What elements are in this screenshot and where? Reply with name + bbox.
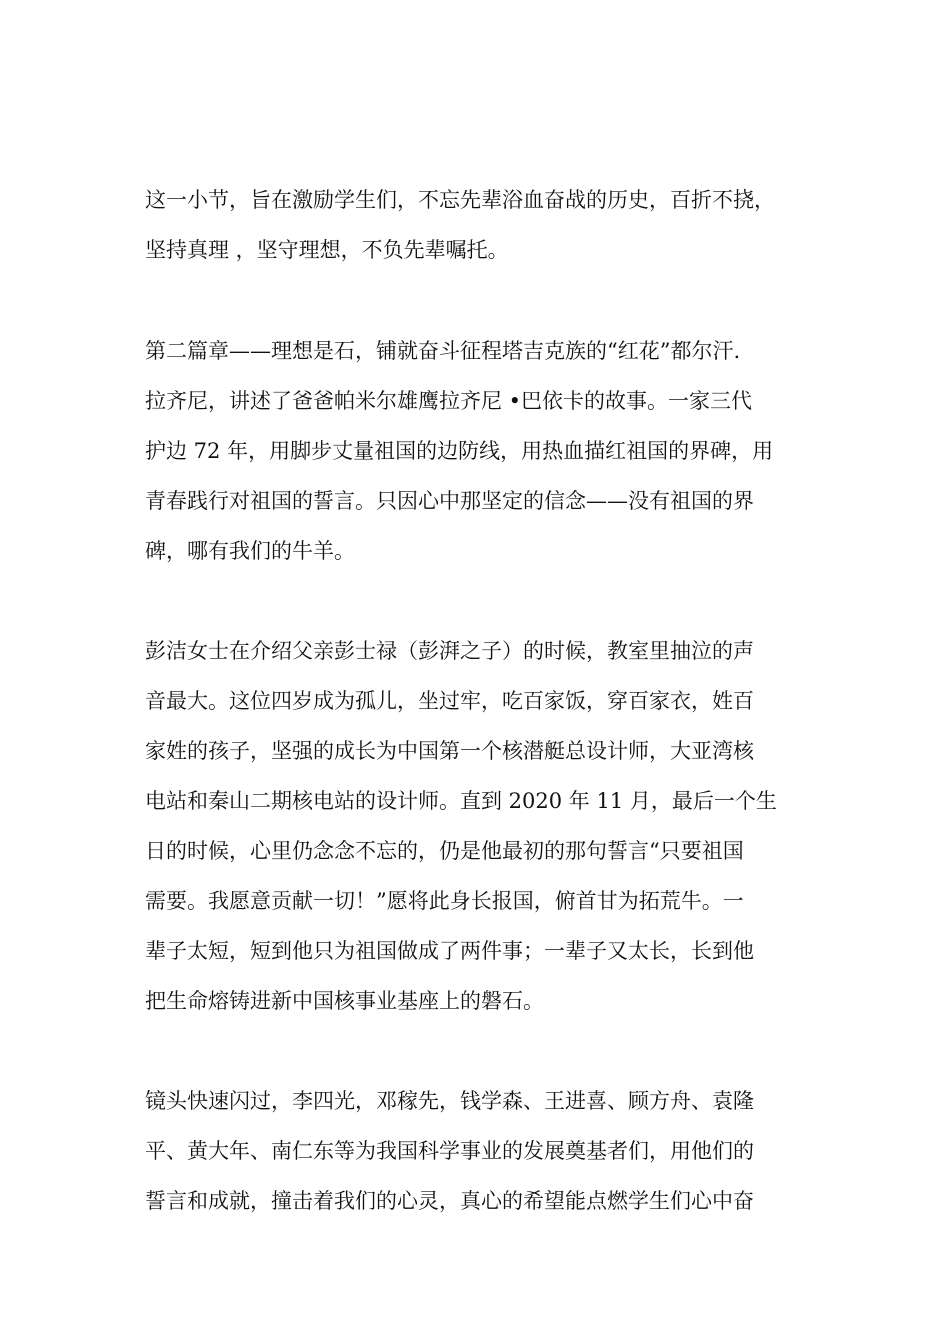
text-line: 平、黄大年、南仁东等为我国科学事业的发展奠基者们，用他们的 [145, 1139, 754, 1163]
text-line: 青春践行对祖国的誓言。只因心中那坚定的信念——没有祖国的界 [145, 489, 754, 513]
text-line: 辈子太短，短到他只为祖国做成了两件事；一辈子又太长，长到他 [145, 939, 754, 963]
text-line: 日的时候，心里仍念念不忘的，仍是他最初的那句誓言“只要祖国 [145, 839, 744, 863]
text-line: 电站和秦山二期核电站的设计师。直到 2020 年 11 月，最后一个生 [145, 789, 777, 813]
text-line: 家姓的孩子，坚强的成长为中国第一个核潜艇总设计师，大亚湾核 [145, 739, 754, 763]
text-line: 需要。我愿意贡献一切！”愿将此身长报国，俯首甘为拓荒牛。一 [145, 889, 744, 913]
text-line: 护边 72 年，用脚步丈量祖国的边防线，用热血描红祖国的界碑，用 [145, 439, 774, 463]
text-line: 镜头快速闪过，李四光，邓稼先，钱学森、王进喜、顾方舟、袁隆 [145, 1089, 754, 1113]
text-line: 把生命熔铸进新中国核事业基座上的磐石。 [145, 989, 544, 1013]
text-line: 音最大。这位四岁成为孤儿，坐过牢，吃百家饭，穿百家衣，姓百 [145, 689, 754, 713]
text-line: 誓言和成就，撞击着我们的心灵，真心的希望能点燃学生们心中奋 [145, 1189, 754, 1213]
text-line: 这一小节，旨在激励学生们，不忘先辈浴血奋战的历史，百折不挠， [145, 188, 775, 212]
text-line: 碑，哪有我们的牛羊。 [145, 539, 355, 563]
text-line: 坚持真理 ，坚守理想，不负先辈嘱托。 [145, 238, 509, 262]
text-line: 彭洁女士在介绍父亲彭士禄（彭湃之子）的时候，教室里抽泣的声 [145, 639, 754, 663]
text-line: 第二篇章——理想是石，铺就奋斗征程塔吉克族的“红花”都尔汗. [145, 339, 741, 363]
text-line: 拉齐尼，讲述了爸爸帕米尔雄鹰拉齐尼 •巴依卡的故事。一家三代 [145, 389, 753, 413]
